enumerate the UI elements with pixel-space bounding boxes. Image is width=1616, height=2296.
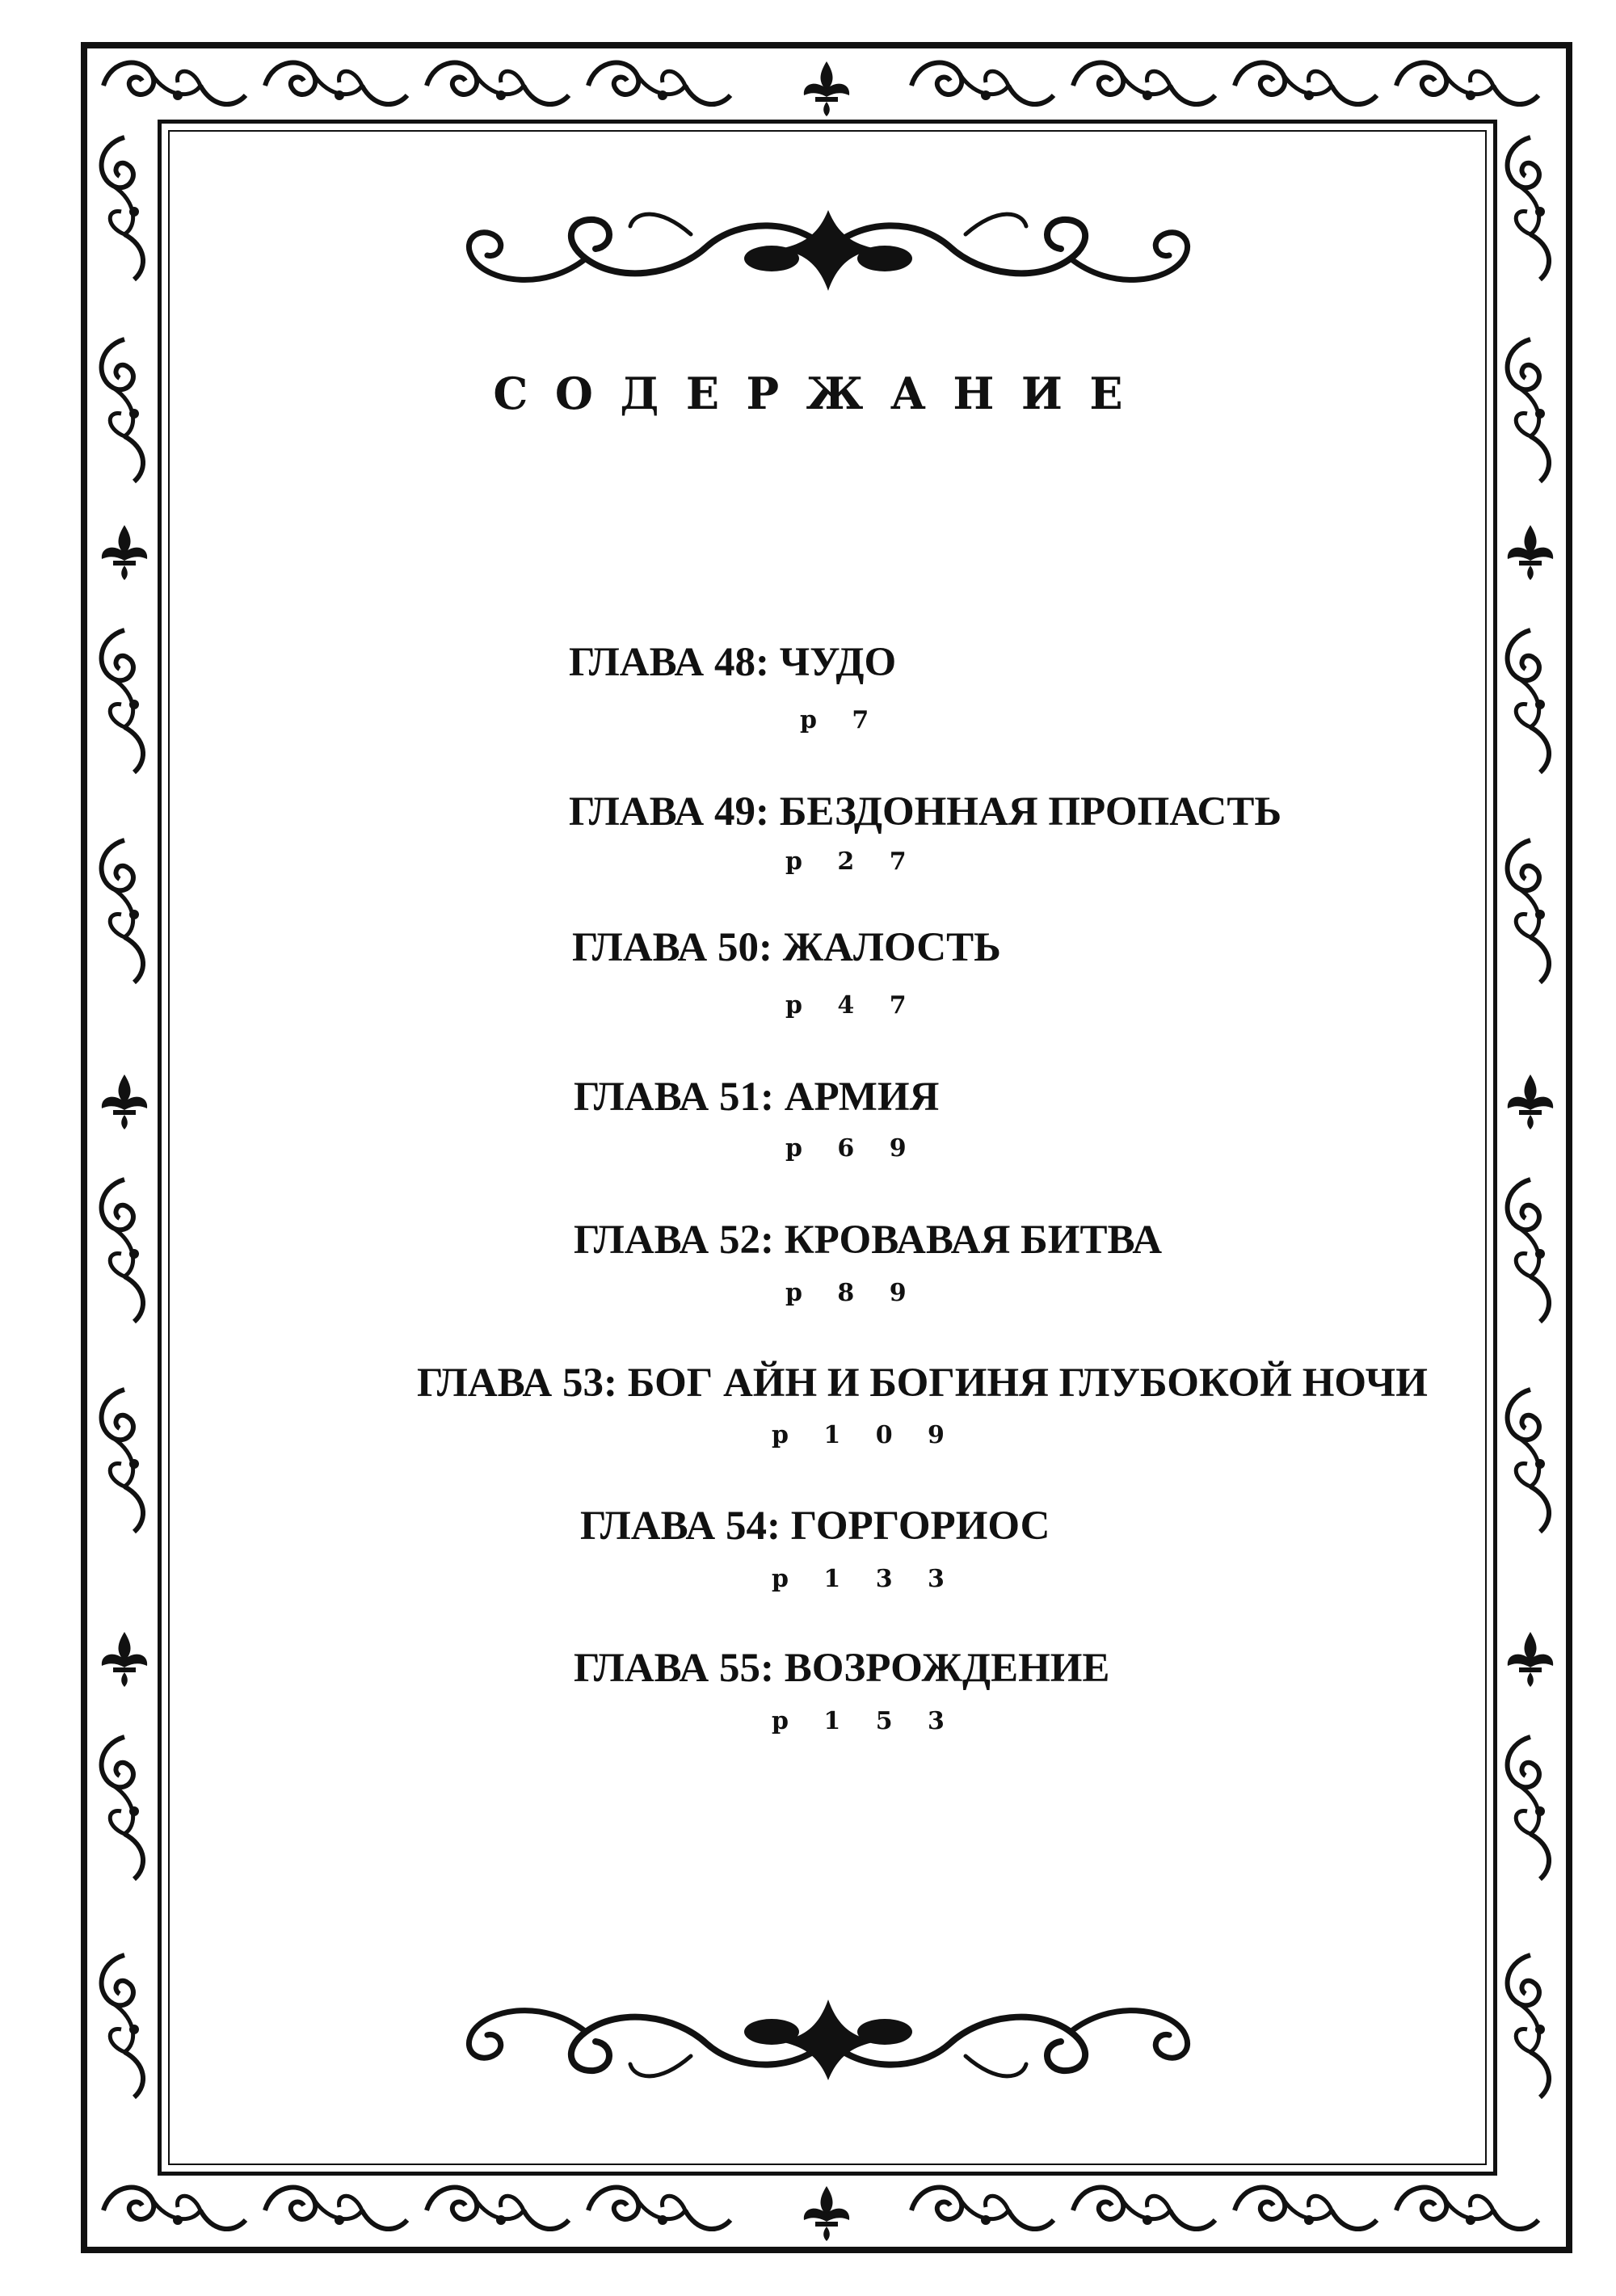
chapter-page: p 1 5 3 [772,1707,958,1735]
page-title: СОДЕРЖАНИЕ [493,368,1151,419]
scroll-flourish-top [448,202,1208,307]
chapter-title: ГЛАВА 53: БОГ АЙН И БОГИНЯ ГЛУБОКОЙ НОЧИ [417,1360,1428,1406]
chapter-page: p 8 9 [785,1279,920,1307]
chapter-title: ГЛАВА 48: ЧУДО [569,640,897,685]
chapter-title: ГЛАВА 55: ВОЗРОЖДЕНИЕ [574,1646,1110,1691]
chapter-title: ГЛАВА 49: БЕЗДОННАЯ ПРОПАСТЬ [569,789,1282,835]
chapter-title: ГЛАВА 52: КРОВАВАЯ БИТВА [574,1217,1163,1263]
chapter-page: p 7 [800,706,882,734]
chapter-page: p 2 7 [785,847,920,876]
chapter-page: p 1 0 9 [772,1421,958,1449]
scroll-flourish-bottom [448,1983,1208,2088]
chapter-title: ГЛАВА 51: АРМИЯ [574,1074,940,1120]
chapter-page: p 4 7 [785,991,920,1020]
chapter-page: p 1 3 3 [772,1565,958,1593]
chapter-title: ГЛАВА 50: ЖАЛОСТЬ [572,925,1001,970]
chapter-title: ГЛАВА 54: ГОРГОРИОС [580,1503,1050,1549]
chapter-page: p 6 9 [785,1134,920,1163]
